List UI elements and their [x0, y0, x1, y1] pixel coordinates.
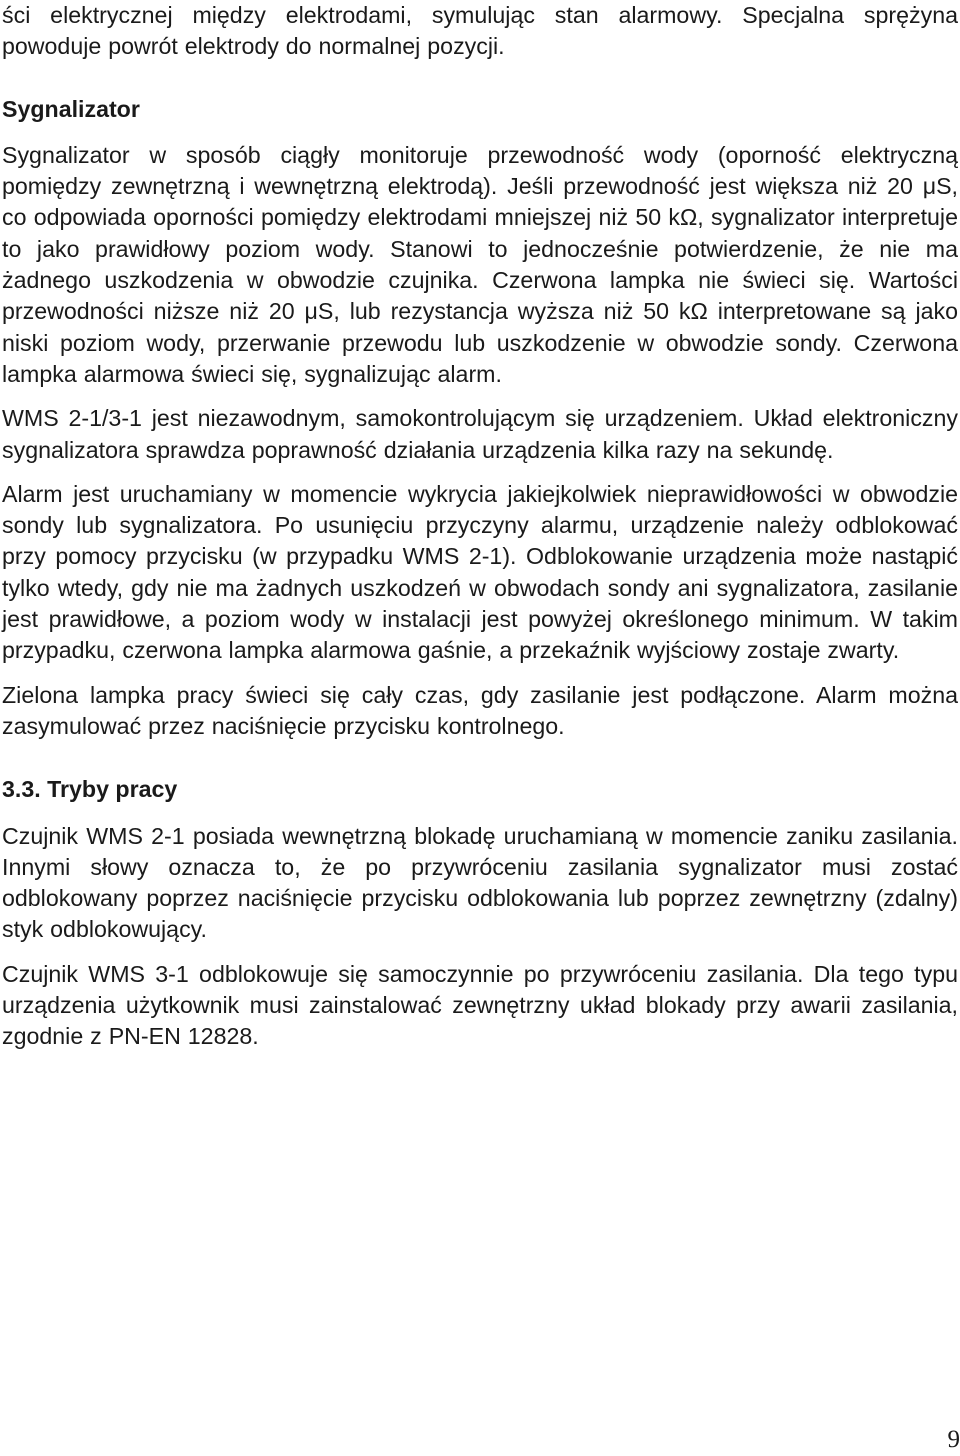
paragraph-green-lamp: Zielona lampka pracy świeci się cały czas, gdy zasilanie jest podłączone. Alarm można zasymulować przez naciśnięcie przycisku kontrolnego.	[2, 681, 958, 739]
page-number: 9	[947, 1426, 960, 1453]
paragraph-continuation: ści elektrycznej między elektrodami, symulując stan alarmowy. Specjalna sprężyna powoduje powrót elektrody do normalnej pozycji.	[2, 2, 958, 60]
section-heading-sygnalizator: Sygnalizator	[2, 95, 140, 122]
paragraph-self-check: WMS 2-1/3-1 jest niezawodnym, samokontrolującym się urządzeniem. Układ elektroniczny sygnalizatora sprawdza poprawność działania urządzenia kilka razy na sekundę.	[2, 405, 958, 463]
paragraph-wms-3-1: Czujnik WMS 3-1 odblokowuje się samoczynnie po przywróceniu zasilania. Dla tego typu urządzenia użytkownik musi zainstalować zewnętrzny układ blokady przy awarii zasilania, zgodnie z PN-EN 12828.	[2, 960, 958, 1050]
page-content	[2, 0, 958, 1053]
paragraph-wms-2-1: Czujnik WMS 2-1 posiada wewnętrzną blokadę uruchamianą w momencie zaniku zasilania. Innymi słowy oznacza to, że po przywróceniu zasilania sygnalizator musi zostać odblokowany poprzez naciśnięcie przycisku odblokowania lub poprzez zewnętrzny (zdalny) styk odblokowujący.	[2, 822, 958, 943]
section-heading-tryby-pracy: 3.3. Tryby pracy	[2, 776, 178, 803]
paragraph-sygnalizator-monitoring: Sygnalizator w sposób ciągły monitoruje przewodność wody (oporność elektryczną pomiędzy zewnętrzną i wewnętrzną elektrodą). Jeśli przewodność jest większa niż 20 μS, co odpowiada oporności pomiędzy elektrodami mniejszej niż 50 kΩ, sygnalizator interpretuje to jako prawidłowy poziom wody. Stanowi to jednocześnie potwierdzenie, że nie ma żadnego uszkodzenia w obwodzie czujnika. Czerwona lampka nie świeci się. Wartości przewodności niższe niż 20 μS, lub rezystancja wyższa niż 50 kΩ interpretowane są jako niski poziom wody, przerwanie przewodu lub uszkodzenie w obwodzie sondy. Czerwona lampka alarmowa świeci się, sygnalizując alarm.	[2, 141, 958, 387]
paragraph-alarm-reset: Alarm jest uruchamiany w momencie wykrycia jakiejkolwiek nieprawidłowości w obwodzie sondy lub sygnalizatora. Po usunięciu przyczyny alarmu, urządzenie należy odblokować przy pomocy przycisku (w przypadku WMS 2-1). Odblokowanie urządzenia może nastąpić tylko wtedy, gdy nie ma żadnych uszkodzeń w obwodach sondy ani sygnalizatora, zasilanie jest prawidłowe, a poziom wody w instalacji jest powyżej określonego minimum. W takim przypadku, czerwona lampka alarmowa gaśnie, a przekaźnik wyjściowy zostaje zwarty.	[2, 480, 958, 664]
